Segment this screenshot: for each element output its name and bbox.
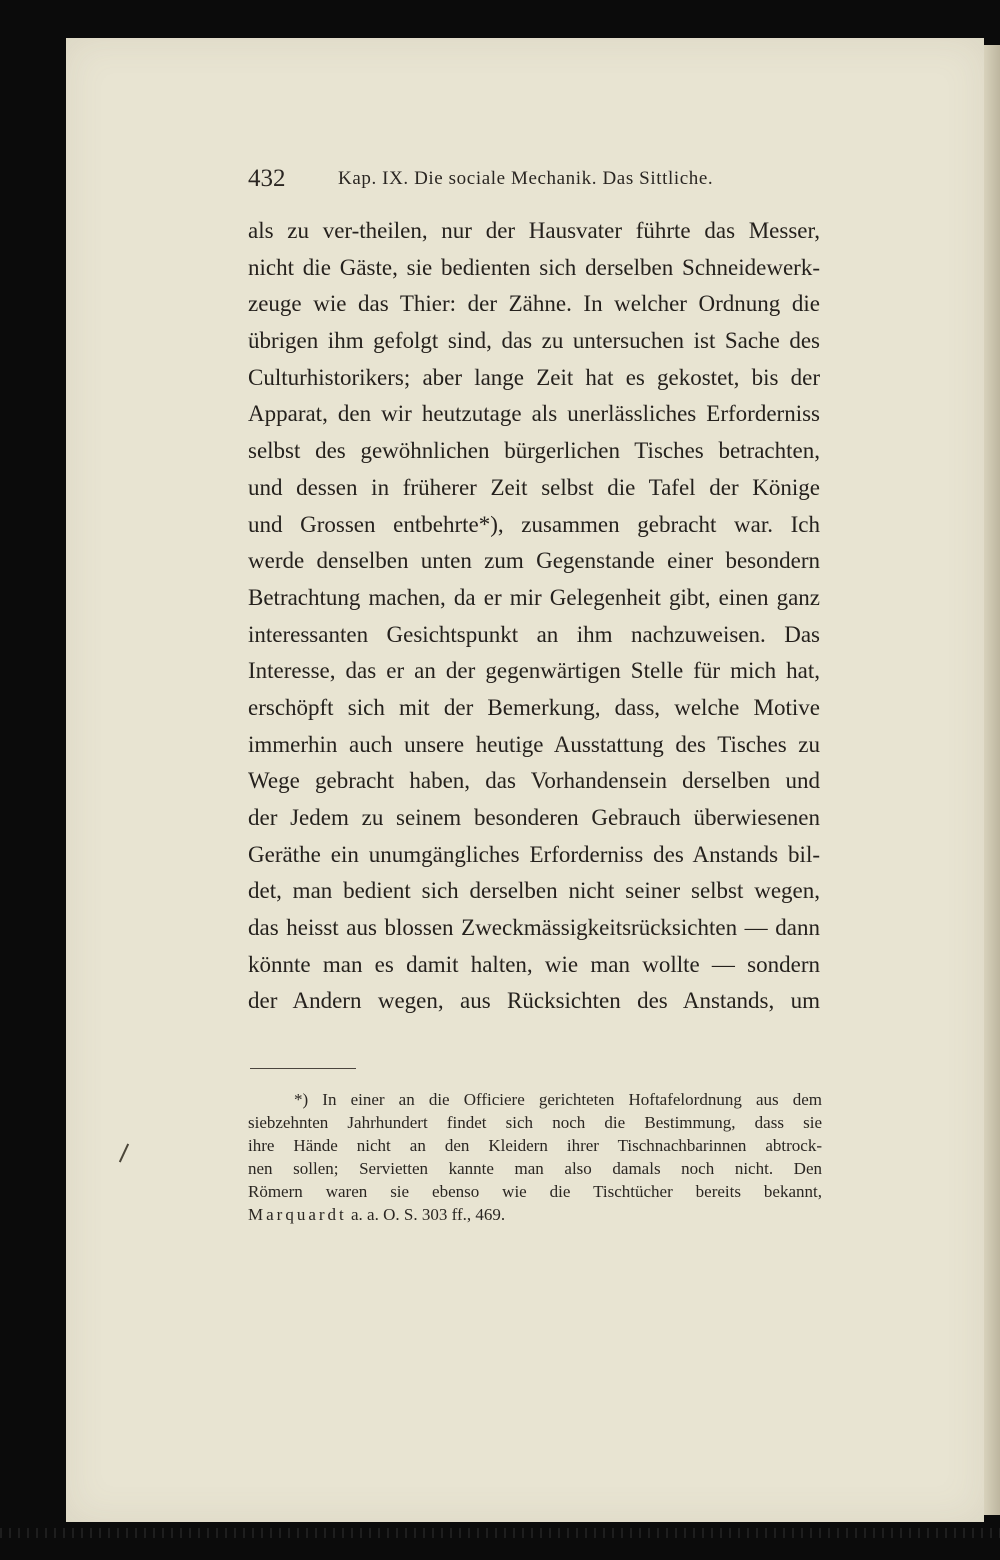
footnote-citation: a. a. O. S. 303 ff., 469. (346, 1205, 506, 1224)
text-line: Culturhistorikers; aber lange Zeit hat es gekostet, bis der (248, 364, 820, 390)
text-line: der Jedem zu seinem besonderen Gebrauch überwiesenen (248, 805, 820, 830)
footnote-line: Römern waren sie ebenso wie die Tischtücher bereits bekannt, (248, 1182, 822, 1201)
text-line: und Grossen entbehrte*), zusammen gebracht war. Ich (248, 511, 820, 537)
text-line: Betrachtung machen, da er mir Gelegenheit gibt, einen ganz (248, 584, 820, 610)
running-head: Kap. IX. Die sociale Mechanik. Das Sittliche. (338, 168, 714, 189)
text-line: übrigen ihm gefolgt sind, das zu untersuchen ist Sache des (248, 328, 820, 354)
text-line: Wege gebracht haben, das Vorhandensein derselben und (248, 768, 820, 794)
footnote-line: ihre Hände nicht an den Kleidern ihrer Tischnachbarinnen abtrock- (248, 1136, 822, 1155)
main-text (248, 213, 820, 1020)
page-edge (984, 45, 1000, 1515)
footnote (248, 1088, 822, 1226)
footnote-line (248, 1203, 822, 1226)
footnote-line: siebzehnten Jahrhundert findet sich noch die Bestimmung, dass sie (248, 1113, 822, 1132)
footnote-author: Marquardt (248, 1205, 347, 1224)
text-line: selbst des gewöhnlichen bürgerlichen Tisches betrachten, (248, 438, 820, 464)
text-line: als zu ver-theilen, nur der Hausvater führte das Messer, (248, 218, 820, 243)
page-number: 432 (248, 165, 286, 192)
text-line: und dessen in früherer Zeit selbst die Tafel der Könige (248, 474, 820, 500)
text-line: interessanten Gesichtspunkt an ihm nachzuweisen. Das (248, 621, 820, 647)
text-line: könnte man es damit halten, wie man wollte — sondern (248, 951, 820, 977)
scan-border-dots (0, 1528, 1000, 1538)
text-line: das heisst aus blossen Zweckmässigkeitsrücksichten — dann (248, 915, 820, 941)
footnote-rule (250, 1068, 356, 1069)
text-line: nicht die Gäste, sie bedienten sich derselben Schneidewerk- (248, 254, 820, 280)
text-line: Interesse, das er an der gegenwärtigen Stelle für mich hat, (248, 658, 820, 684)
page-header (248, 165, 848, 201)
text-line: erschöpft sich mit der Bemerkung, dass, welche Motive (248, 694, 820, 720)
text-line: immerhin auch unsere heutige Ausstattung des Tisches zu (248, 731, 820, 757)
text-line: werde denselben unten zum Gegenstande einer besondern (248, 548, 820, 574)
text-line: det, man bedient sich derselben nicht seiner selbst wegen, (248, 878, 820, 904)
text-line: zeuge wie das Thier: der Zähne. In welcher Ordnung die (248, 291, 820, 317)
text-line: Geräthe ein unumgängliches Erforderniss des Anstands bil- (248, 841, 820, 867)
footnote-line: *) In einer an die Officiere gerichteten Hoftafelordnung aus dem (294, 1090, 822, 1109)
text-line: der Andern wegen, aus Rücksichten des Anstands, um (248, 988, 820, 1014)
text-line: Apparat, den wir heutzutage als unerlässliches Erforderniss (248, 401, 820, 427)
footnote-line: nen sollen; Servietten kannte man also damals noch nicht. Den (248, 1159, 822, 1178)
